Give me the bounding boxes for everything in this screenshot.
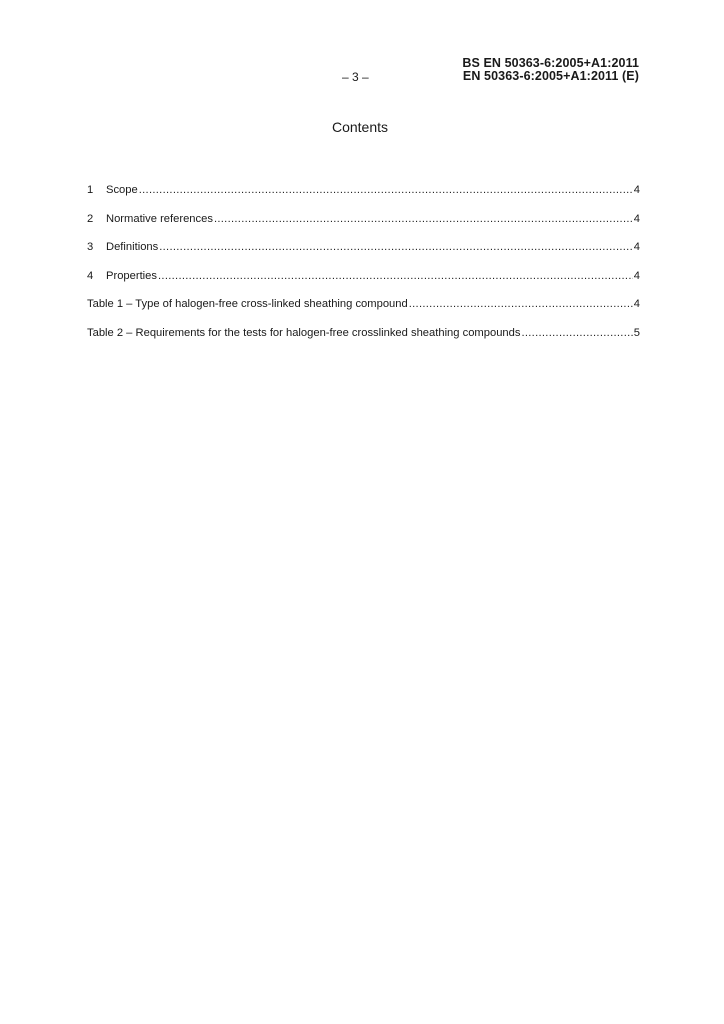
toc-entry-page: 4	[633, 212, 640, 225]
document-identifier-en: EN 50363-6:2005+A1:2011 (E)	[462, 69, 639, 83]
toc-entry-page: 4	[633, 241, 640, 253]
toc-entry-table-1[interactable]	[87, 298, 640, 327]
toc-entry-page: 4	[633, 269, 640, 282]
toc-entry-page: 5	[633, 326, 640, 339]
toc-entry-page: 4	[633, 298, 640, 310]
toc-entry-number: 2	[87, 212, 94, 225]
dot-leader	[521, 327, 632, 339]
toc-entry-title: Table 2 – Requirements for the tests for halogen-free crosslinked sheathing compounds	[87, 326, 521, 339]
dot-leader	[214, 213, 633, 225]
dot-leader	[409, 298, 633, 310]
toc-entry-title: Scope	[106, 184, 138, 196]
toc-entry-title: Table 1 – Type of halogen-free cross-linked sheathing compound	[87, 298, 408, 310]
toc-entry-title: Normative references	[106, 212, 213, 225]
toc-entry-definitions[interactable]	[87, 241, 640, 270]
toc-entry-table-2[interactable]	[87, 327, 640, 356]
toc-entry-number: 4	[87, 269, 94, 282]
page-number: – 3 –	[342, 70, 369, 84]
toc-entry-title: Properties	[106, 269, 157, 282]
dot-leader	[139, 184, 633, 196]
contents-heading: Contents	[331, 119, 389, 135]
dot-leader	[158, 270, 633, 282]
toc-entry-normative-references[interactable]	[87, 213, 640, 242]
document-identifier: BS EN 50363-6:2005+A1:2011	[462, 56, 639, 70]
toc-entry-number: 3	[87, 241, 94, 253]
toc-entry-title: Definitions	[106, 241, 159, 253]
table-of-contents	[87, 184, 640, 355]
dot-leader	[159, 241, 633, 253]
toc-entry-number: 1	[87, 184, 94, 196]
toc-entry-scope[interactable]	[87, 184, 640, 213]
toc-entry-page: 4	[633, 184, 640, 196]
toc-entry-properties[interactable]	[87, 270, 640, 299]
